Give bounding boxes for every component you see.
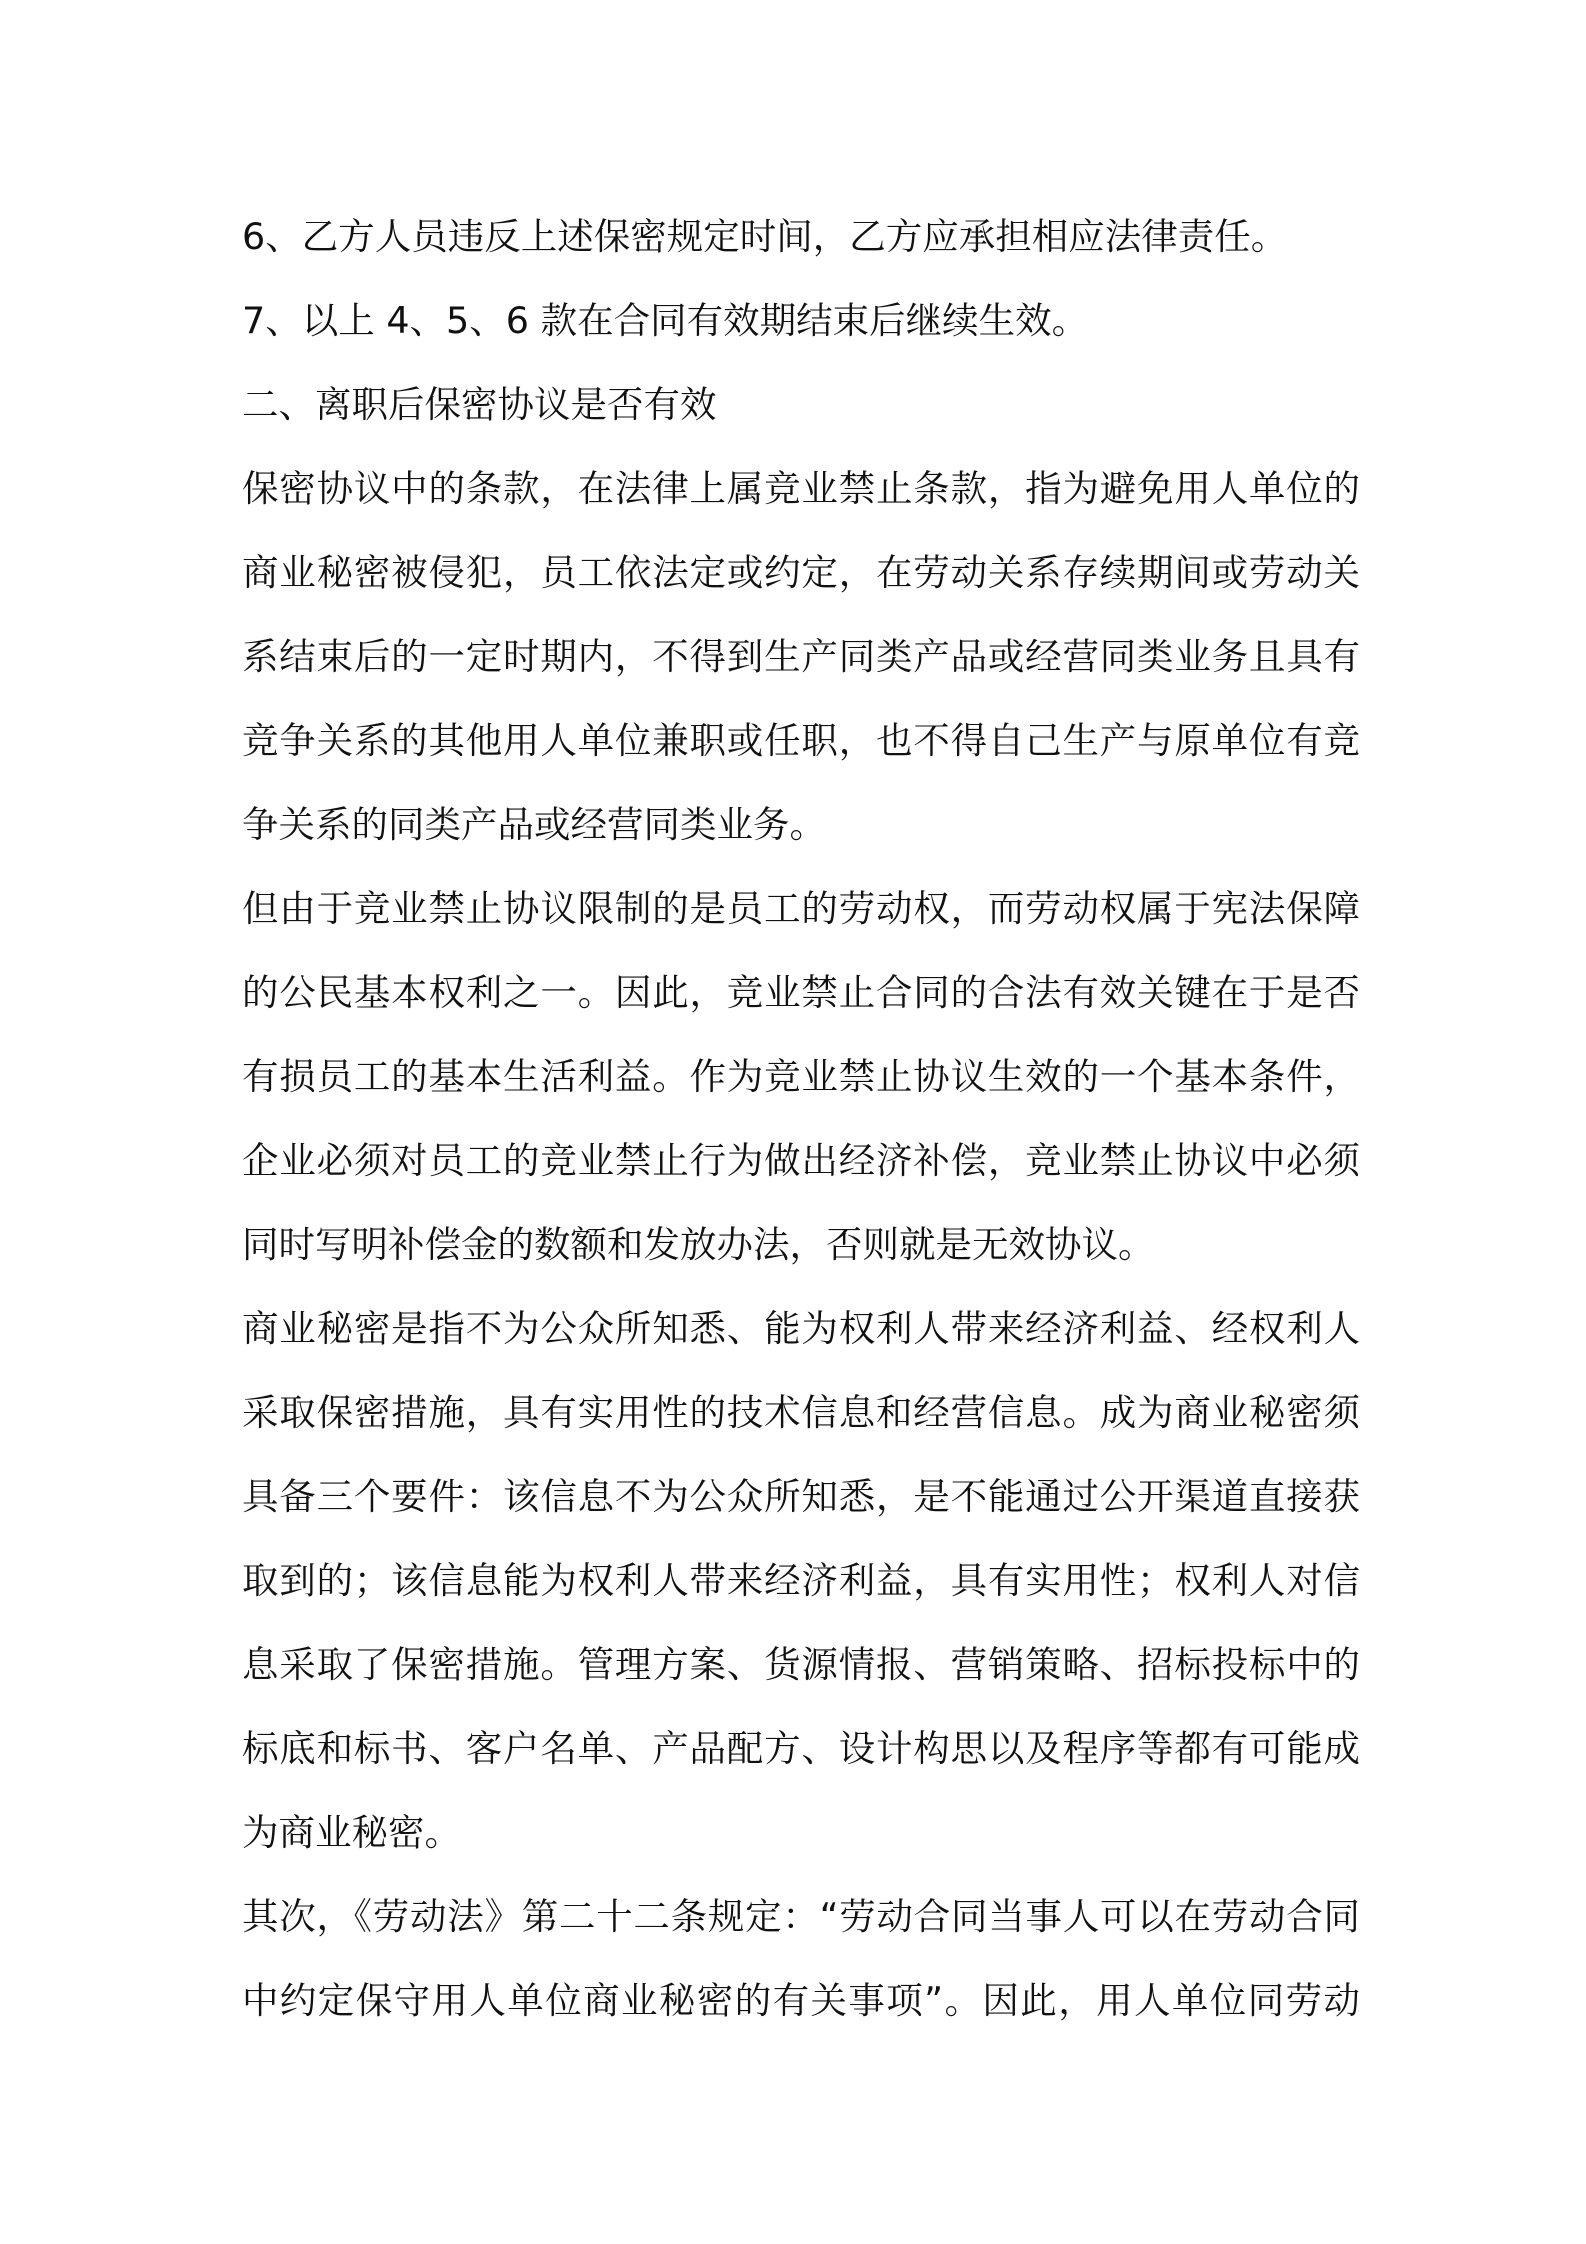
paragraph-line: 具备三个要件：该信息不为公众所知悉，是不能通过公开渠道直接获: [242, 1475, 1360, 1518]
paragraph-line: 取到的；该信息能为权利人带来经济利益，具有实用性；权利人对信: [242, 1559, 1360, 1602]
paragraph-line: 企业必须对员工的竞业禁止行为做出经济补偿，竞业禁止协议中必须: [242, 1139, 1360, 1182]
paragraph-line: 系结束后的一定时期内，不得到生产同类产品或经营同类业务且具有: [242, 635, 1360, 678]
paragraph-noncompete-definition: [242, 447, 1360, 867]
paragraph-line: 为商业秘密。: [242, 1811, 461, 1854]
clause-7: 7、以上 4、5、6 款在合同有效期结束后继续生效。: [242, 299, 1089, 342]
clause-6: 6、乙方人员违反上述保密规定时间，乙方应承担相应法律责任。: [242, 215, 1288, 258]
paragraph-line: 争关系的同类产品或经营同类业务。: [242, 803, 826, 846]
paragraph-line: 采取保密措施，具有实用性的技术信息和经营信息。成为商业秘密须: [242, 1391, 1360, 1434]
paragraph-line: 息采取了保密措施。管理方案、货源情报、营销策略、招标投标中的: [242, 1643, 1360, 1686]
section-heading: 二、离职后保密协议是否有效: [242, 383, 717, 426]
paragraph-line: 保密协议中的条款，在法律上属竞业禁止条款，指为避免用人单位的: [242, 467, 1360, 510]
paragraph-trade-secret: [242, 1287, 1360, 1875]
paragraph-compensation: [242, 867, 1360, 1287]
paragraph-line: 商业秘密被侵犯，员工依法定或约定，在劳动关系存续期间或劳动关: [242, 551, 1360, 594]
paragraph-line: 商业秘密是指不为公众所知悉、能为权利人带来经济利益、经权利人: [242, 1307, 1360, 1350]
paragraph-labor-law: [242, 1875, 1360, 2043]
paragraph-line: 有损员工的基本生活利益。作为竞业禁止协议生效的一个基本条件，: [242, 1055, 1360, 1098]
paragraph-line: 同时写明补偿金的数额和发放办法，否则就是无效协议。: [242, 1223, 1155, 1266]
document-body: [242, 195, 1360, 2043]
paragraph-line: 的公民基本权利之一。因此，竞业禁止合同的合法有效关键在于是否: [242, 971, 1360, 1014]
paragraph-line: 其次，《劳动法》第二十二条规定：“劳动合同当事人可以在劳动合同: [242, 1895, 1360, 1938]
paragraph-line: 中约定保守用人单位商业秘密的有关事项”。因此，用人单位同劳动: [242, 1979, 1360, 2022]
paragraph-line: 但由于竞业禁止协议限制的是员工的劳动权，而劳动权属于宪法保障: [242, 887, 1360, 930]
paragraph-line: 竞争关系的其他用人单位兼职或任职，也不得自己生产与原单位有竞: [242, 719, 1360, 762]
paragraph-line: 标底和标书、客户名单、产品配方、设计构思以及程序等都有可能成: [242, 1727, 1360, 1770]
